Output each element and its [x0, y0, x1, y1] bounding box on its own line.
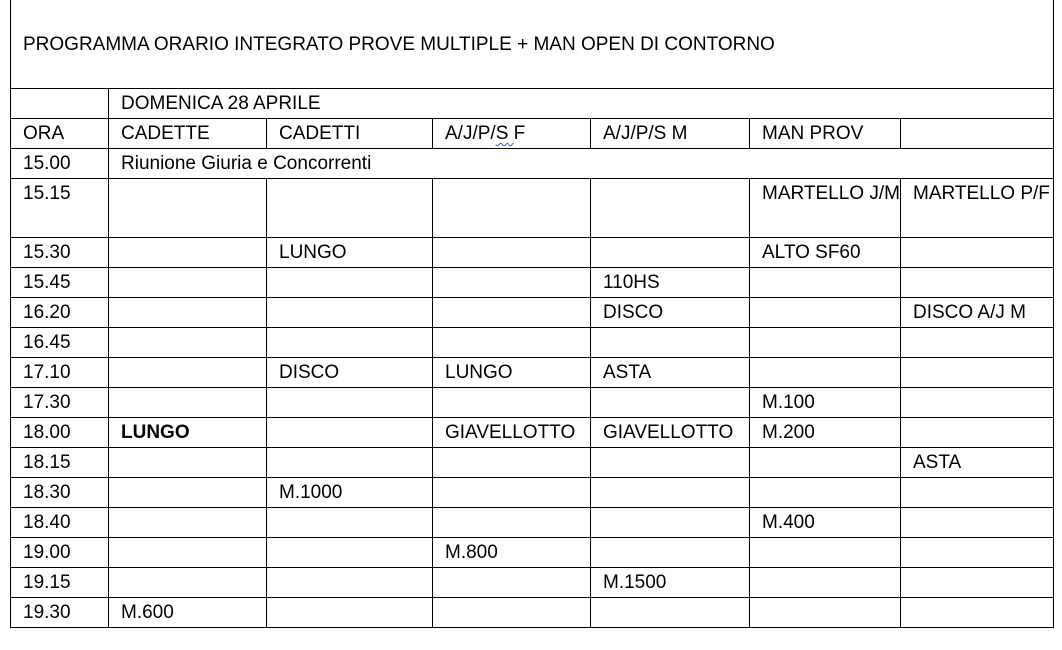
- schedule-row: [11, 568, 1054, 598]
- schedule-table: [10, 0, 1054, 628]
- event-cell-cadette: [109, 508, 267, 538]
- event-cell-ajps-f: [433, 328, 591, 358]
- event-cell-ajps-f: [433, 388, 591, 418]
- event-cell-ajps-f: [433, 179, 591, 238]
- event-cell-cadetti: [267, 418, 433, 448]
- event-cell-man-prov: [750, 598, 901, 628]
- time-cell: 15.30: [11, 238, 109, 268]
- header-ajps-f-s: S: [495, 123, 509, 144]
- title-row: [11, 0, 1054, 89]
- event-cell-cadette: [109, 388, 267, 418]
- event-cell-man-prov: M.100: [750, 388, 901, 418]
- event-cell-extra: DISCO A/J M: [901, 298, 1054, 328]
- time-cell: 19.15: [11, 568, 109, 598]
- event-cell-man-prov: [750, 268, 901, 298]
- event-cell-man-prov: [750, 478, 901, 508]
- event-cell-ajps-m: [591, 388, 750, 418]
- event-cell-cadette: [109, 358, 267, 388]
- schedule-row: [11, 268, 1054, 298]
- event-cell-extra: [901, 568, 1054, 598]
- time-cell: 17.10: [11, 358, 109, 388]
- time-cell: 18.00: [11, 418, 109, 448]
- header-cadette: CADETTE: [109, 119, 267, 149]
- event-cell-extra: [901, 388, 1054, 418]
- event-cell-man-prov: M.400: [750, 508, 901, 538]
- event-cell-cadette: [109, 328, 267, 358]
- schedule-row: [11, 238, 1054, 268]
- date-label: DOMENICA 28 APRILE: [109, 89, 1054, 119]
- event-cell-cadetti: M.1000: [267, 478, 433, 508]
- time-cell: 18.15: [11, 448, 109, 478]
- event-cell-cadette: [109, 478, 267, 508]
- event-cell-ajps-f: [433, 568, 591, 598]
- time-cell: 15.00: [11, 149, 109, 179]
- event-cell-cadette: [109, 568, 267, 598]
- event-cell-ajps-f: M.800: [433, 538, 591, 568]
- event-cell-cadetti: LUNGO: [267, 238, 433, 268]
- event-cell-ajps-f: [433, 598, 591, 628]
- schedule-row: [11, 388, 1054, 418]
- event-cell-ajps-f: [433, 448, 591, 478]
- header-ora: ORA: [11, 119, 109, 149]
- schedule-row: [11, 418, 1054, 448]
- event-cell-extra: [901, 358, 1054, 388]
- event-cell-cadette: [109, 538, 267, 568]
- event-cell-man-prov: [750, 568, 901, 598]
- header-row: [11, 119, 1054, 149]
- event-cell-cadetti: [267, 538, 433, 568]
- event-cell-ajps-f: [433, 298, 591, 328]
- event-cell-cadetti: [267, 448, 433, 478]
- schedule-row: [11, 358, 1054, 388]
- event-cell-man-prov: [750, 328, 901, 358]
- event-cell-extra: [901, 328, 1054, 358]
- event-cell-extra: [901, 418, 1054, 448]
- event-cell-cadetti: [267, 179, 433, 238]
- event-cell-ajps-m: [591, 478, 750, 508]
- event-cell-extra: [901, 538, 1054, 568]
- event-cell-ajps-m: [591, 238, 750, 268]
- event-cell-man-prov: [750, 538, 901, 568]
- event-cell-ajps-f: [433, 268, 591, 298]
- event-cell-extra: MARTELLO P/F: [901, 179, 1054, 238]
- schedule-row: [11, 328, 1054, 358]
- event-cell-extra: [901, 478, 1054, 508]
- time-cell: 18.40: [11, 508, 109, 538]
- header-ajps-m: A/J/P/S M: [591, 119, 750, 149]
- event-cell-man-prov: MARTELLO J/M: [750, 179, 901, 238]
- time-cell: 17.30: [11, 388, 109, 418]
- header-ajps-f-prefix: A/J/P/: [445, 123, 496, 144]
- date-row-empty-cell: [11, 89, 109, 119]
- time-cell: 15.15: [11, 179, 109, 238]
- event-cell-ajps-f: [433, 478, 591, 508]
- time-cell: 18.30: [11, 478, 109, 508]
- event-cell-cadette: [109, 179, 267, 238]
- schedule-row: [11, 149, 1054, 179]
- event-cell-extra: [901, 268, 1054, 298]
- event-cell-cadette: [109, 268, 267, 298]
- event-cell-cadetti: [267, 328, 433, 358]
- event-cell-ajps-m: 110HS: [591, 268, 750, 298]
- event-cell-ajps-m: ASTA: [591, 358, 750, 388]
- event-cell-ajps-m: [591, 538, 750, 568]
- time-cell: 19.30: [11, 598, 109, 628]
- event-cell-man-prov: [750, 298, 901, 328]
- event-cell-man-prov: [750, 448, 901, 478]
- event-cell-ajps-f: GIAVELLOTTO: [433, 418, 591, 448]
- schedule-row: [11, 448, 1054, 478]
- event-cell-man-prov: ALTO SF60: [750, 238, 901, 268]
- event-cell-cadette: LUNGO: [109, 418, 267, 448]
- event-cell-ajps-m: GIAVELLOTTO: [591, 418, 750, 448]
- schedule-row: [11, 538, 1054, 568]
- event-cell-ajps-f: [433, 238, 591, 268]
- header-extra: [901, 119, 1054, 149]
- event-cell-extra: [901, 598, 1054, 628]
- header-man-prov: MAN PROV: [750, 119, 901, 149]
- event-cell-cadette: [109, 298, 267, 328]
- event-cell-ajps-m: M.1500: [591, 568, 750, 598]
- event-cell-cadette: [109, 238, 267, 268]
- event-cell-ajps-m: [591, 179, 750, 238]
- page-title: PROGRAMMA ORARIO INTEGRATO PROVE MULTIPLE + MAN OPEN DI CONTORNO: [11, 0, 1054, 89]
- schedule-row: [11, 179, 1054, 238]
- schedule-row: [11, 478, 1054, 508]
- time-cell: 16.20: [11, 298, 109, 328]
- event-cell-cadetti: [267, 598, 433, 628]
- event-cell-man-prov: M.200: [750, 418, 901, 448]
- spellcheck-underlined-text: [496, 123, 514, 144]
- event-cell-cadette: M.600: [109, 598, 267, 628]
- event-cell-ajps-m: [591, 598, 750, 628]
- event-cell-cadetti: [267, 568, 433, 598]
- span-note-cell: Riunione Giuria e Concorrenti: [109, 149, 1054, 179]
- event-cell-ajps-m: [591, 508, 750, 538]
- event-cell-ajps-f: LUNGO: [433, 358, 591, 388]
- header-cadetti: CADETTI: [267, 119, 433, 149]
- header-ajps-f: [433, 119, 591, 149]
- event-cell-extra: ASTA: [901, 448, 1054, 478]
- event-cell-cadetti: [267, 508, 433, 538]
- event-cell-ajps-m: [591, 328, 750, 358]
- date-row: [11, 89, 1054, 119]
- event-cell-extra: [901, 238, 1054, 268]
- time-cell: 19.00: [11, 538, 109, 568]
- schedule-row: [11, 508, 1054, 538]
- event-cell-cadetti: [267, 388, 433, 418]
- event-cell-man-prov: [750, 358, 901, 388]
- time-cell: 16.45: [11, 328, 109, 358]
- event-cell-ajps-m: [591, 448, 750, 478]
- event-cell-extra: [901, 508, 1054, 538]
- header-ajps-f-f: F: [513, 123, 526, 144]
- event-cell-cadetti: [267, 298, 433, 328]
- event-cell-cadetti: DISCO: [267, 358, 433, 388]
- event-cell-ajps-m: DISCO: [591, 298, 750, 328]
- event-cell-ajps-f: [433, 508, 591, 538]
- schedule-row: [11, 298, 1054, 328]
- schedule-row: [11, 598, 1054, 628]
- event-cell-cadette: [109, 448, 267, 478]
- time-cell: 15.45: [11, 268, 109, 298]
- event-cell-cadetti: [267, 268, 433, 298]
